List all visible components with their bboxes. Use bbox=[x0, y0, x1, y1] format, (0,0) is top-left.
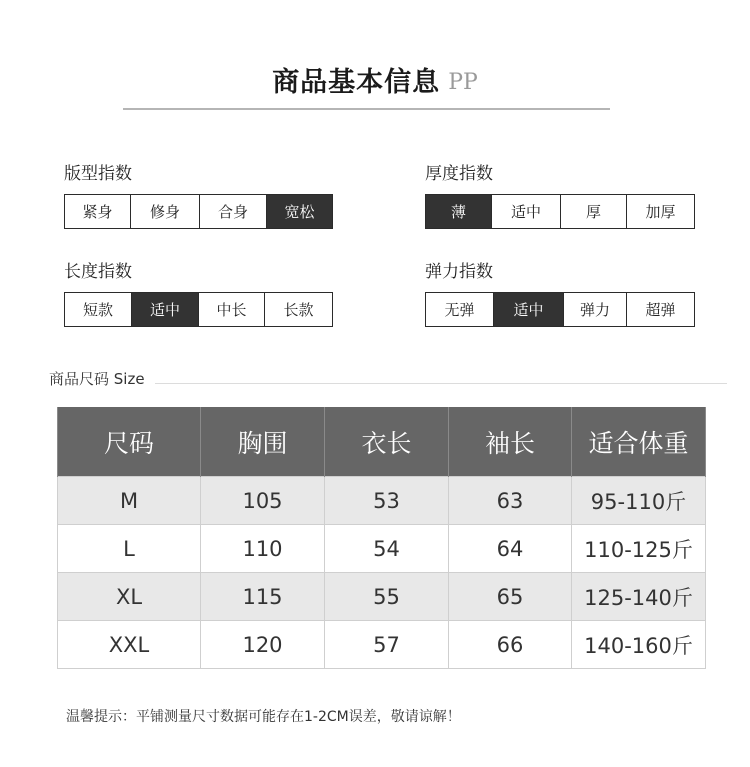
index-option-selected: 宽松 bbox=[267, 195, 332, 228]
table-header-row bbox=[58, 407, 706, 477]
index-option: 厚 bbox=[561, 195, 627, 228]
column-header: 适合体重 bbox=[572, 407, 706, 477]
page-title: 商品基本信息 bbox=[272, 67, 441, 98]
table-cell: 63 bbox=[449, 477, 572, 525]
table-cell: 95-110斤 bbox=[572, 477, 706, 525]
index-option: 超弹 bbox=[645, 301, 676, 319]
title-divider bbox=[123, 108, 610, 110]
measurement-note: 温馨提示：平铺测量尺寸数据可能存在1-2CM误差，敬请谅解！ bbox=[66, 709, 461, 725]
index-options bbox=[425, 292, 695, 327]
index-option-selected: 适中 bbox=[132, 293, 199, 326]
index-option: 加厚 bbox=[645, 203, 676, 221]
index-option-selected: 薄 bbox=[426, 195, 492, 228]
column-header: 尺码 bbox=[58, 407, 201, 477]
index-option: 紧身 bbox=[65, 195, 131, 228]
table-cell: 55 bbox=[325, 573, 449, 621]
index-option-selected: 适中 bbox=[494, 293, 564, 326]
index-option: 长款 bbox=[283, 301, 314, 319]
index-option: 合身 bbox=[200, 195, 267, 228]
table-cell: 64 bbox=[449, 525, 572, 573]
index-option: 弹力 bbox=[564, 293, 627, 326]
brand-logo-icon: PP bbox=[448, 70, 478, 95]
length-index bbox=[64, 261, 333, 327]
table-cell: XXL bbox=[58, 621, 201, 669]
table-cell: L bbox=[58, 525, 201, 573]
page-header bbox=[0, 60, 750, 99]
index-label: 厚度指数 bbox=[425, 164, 493, 184]
table-row bbox=[58, 573, 706, 621]
table-cell: 120 bbox=[201, 621, 325, 669]
table-cell: 115 bbox=[201, 573, 325, 621]
column-header: 胸围 bbox=[201, 407, 325, 477]
index-options bbox=[64, 194, 333, 229]
index-option: 修身 bbox=[131, 195, 200, 228]
size-section-divider bbox=[155, 383, 727, 384]
table-cell: 110 bbox=[201, 525, 325, 573]
table-cell: 57 bbox=[325, 621, 449, 669]
table-cell: M bbox=[58, 477, 201, 525]
table-cell: 53 bbox=[325, 477, 449, 525]
size-table bbox=[57, 407, 706, 669]
thickness-index bbox=[425, 163, 695, 229]
table-cell: 54 bbox=[325, 525, 449, 573]
index-options bbox=[64, 292, 333, 327]
index-option: 短款 bbox=[65, 293, 132, 326]
table-cell: 66 bbox=[449, 621, 572, 669]
table-cell: 140-160斤 bbox=[572, 621, 706, 669]
index-option: 中长 bbox=[199, 293, 265, 326]
index-label: 版型指数 bbox=[64, 164, 132, 184]
table-cell: XL bbox=[58, 573, 201, 621]
table-row bbox=[58, 477, 706, 525]
index-options bbox=[425, 194, 695, 229]
table-row bbox=[58, 525, 706, 573]
table-cell: 125-140斤 bbox=[572, 573, 706, 621]
fit-index bbox=[64, 163, 333, 229]
table-cell: 65 bbox=[449, 573, 572, 621]
table-cell: 110-125斤 bbox=[572, 525, 706, 573]
table-row bbox=[58, 621, 706, 669]
index-option: 适中 bbox=[492, 195, 561, 228]
size-section-label: 商品尺码 Size bbox=[49, 370, 145, 388]
index-option: 无弹 bbox=[426, 293, 494, 326]
elasticity-index bbox=[425, 261, 695, 327]
column-header: 袖长 bbox=[449, 407, 572, 477]
index-label: 长度指数 bbox=[64, 262, 132, 282]
column-header: 衣长 bbox=[325, 407, 449, 477]
index-label: 弹力指数 bbox=[425, 262, 493, 282]
table-cell: 105 bbox=[201, 477, 325, 525]
